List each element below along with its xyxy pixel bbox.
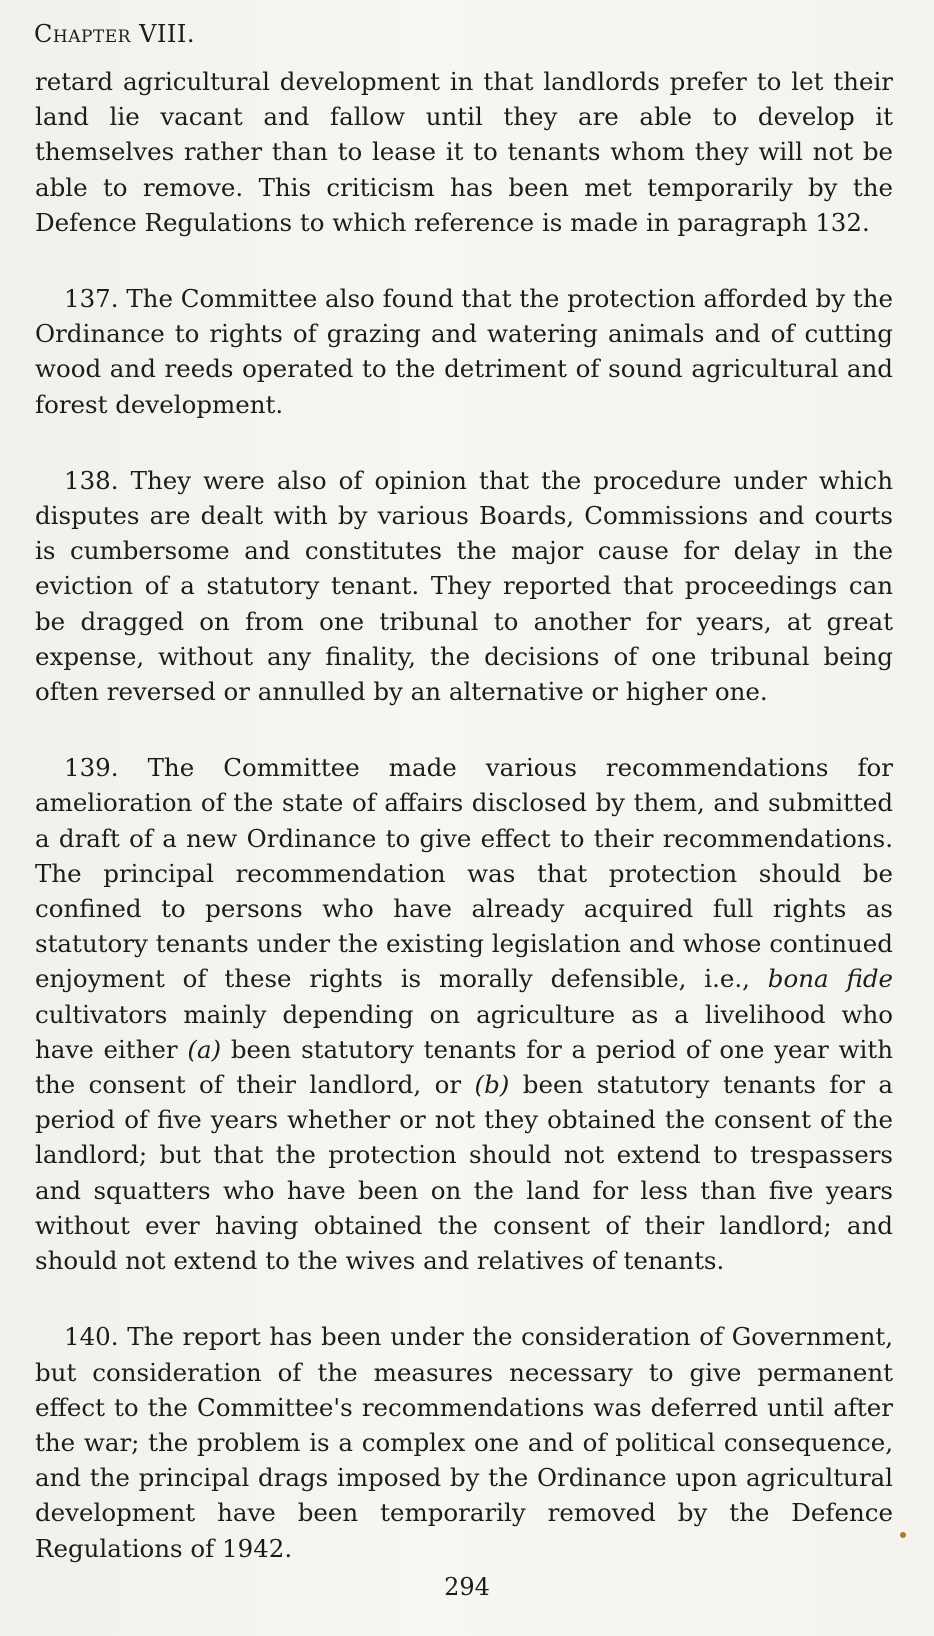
paragraph-140: 140. The report has been under the consideration of Government, but consideration of the measures necessary to give permanent effect to the Committee's recommendations was deferred until after the war; the problem is a complex one and of political consequence, and the principal drags imposed by the Ordinance upon agricultural development have been temporarily removed by the Defence Regulations of 1942.	[35, 1322, 893, 1563]
page-number: 294	[444, 1573, 490, 1601]
paragraph-139-text-3: been statutory tenants for a period of one year with the consent of their landlord, or	[35, 1034, 893, 1100]
body-text	[35, 64, 893, 1566]
paragraph-139-italic-bona-fide: bona fide	[767, 964, 893, 994]
paragraph-139	[35, 750, 893, 1278]
paragraph-continuation: retard agricultural development in that landlords prefer to let their land lie vacant and fallow until they are able to develop it themselves rather than to lease it to tenants whom they will not be able to remove. This criticism has been met temporarily by the Defence Regulations to which reference is made in paragraph 132.	[35, 67, 893, 237]
paragraph-139-text-4: been statutory tenants for a period of five years whether or not they obtained the consent of the landlord; but that the protection should not extend to trespassers and squatters who have been on the land for less than five years without ever having obtained the consent of their landlord; and should not extend to the wives and relatives of tenants.	[35, 1070, 893, 1276]
paragraph-139-italic-b: (b)	[474, 1070, 510, 1100]
paragraph-139-text-2: cultivators mainly depending on agriculture as a livelihood who have either	[35, 999, 893, 1064]
paragraph-137: 137. The Committee also found that the protection afforded by the Ordinance to rights of grazing and watering animals and of cutting wood and reeds operated to the detriment of sound agricultural and forest development.	[35, 284, 893, 419]
paragraph-139-text-1: 139. The Committee made various recommendations for amelioration of the state of affairs disclosed by them, and submitted a draft of a new Ordinance to give effect to their recommendations. The principal recommendation was that protection should be confined to persons who have already acquired full rights as statutory tenants under the existing legislation and whose continued enjoyment of these rights is morally defensible, i.e.,	[35, 753, 893, 994]
paragraph-138: 138. They were also of opinion that the procedure under which disputes are dealt with by various Boards, Commissions and courts is cumbersome and constitutes the major cause for delay in the eviction of a statutory tenant. They reported that proceedings can be dragged on from one tribunal to another for years, at great expense, without any finality, the decisions of one tribunal being often reversed or annulled by an alternative or higher one.	[35, 465, 893, 707]
chapter-heading: Chapter VIII.	[34, 20, 195, 48]
paragraph-139-italic-a: (a)	[187, 1034, 222, 1064]
ink-mark	[899, 1531, 907, 1539]
